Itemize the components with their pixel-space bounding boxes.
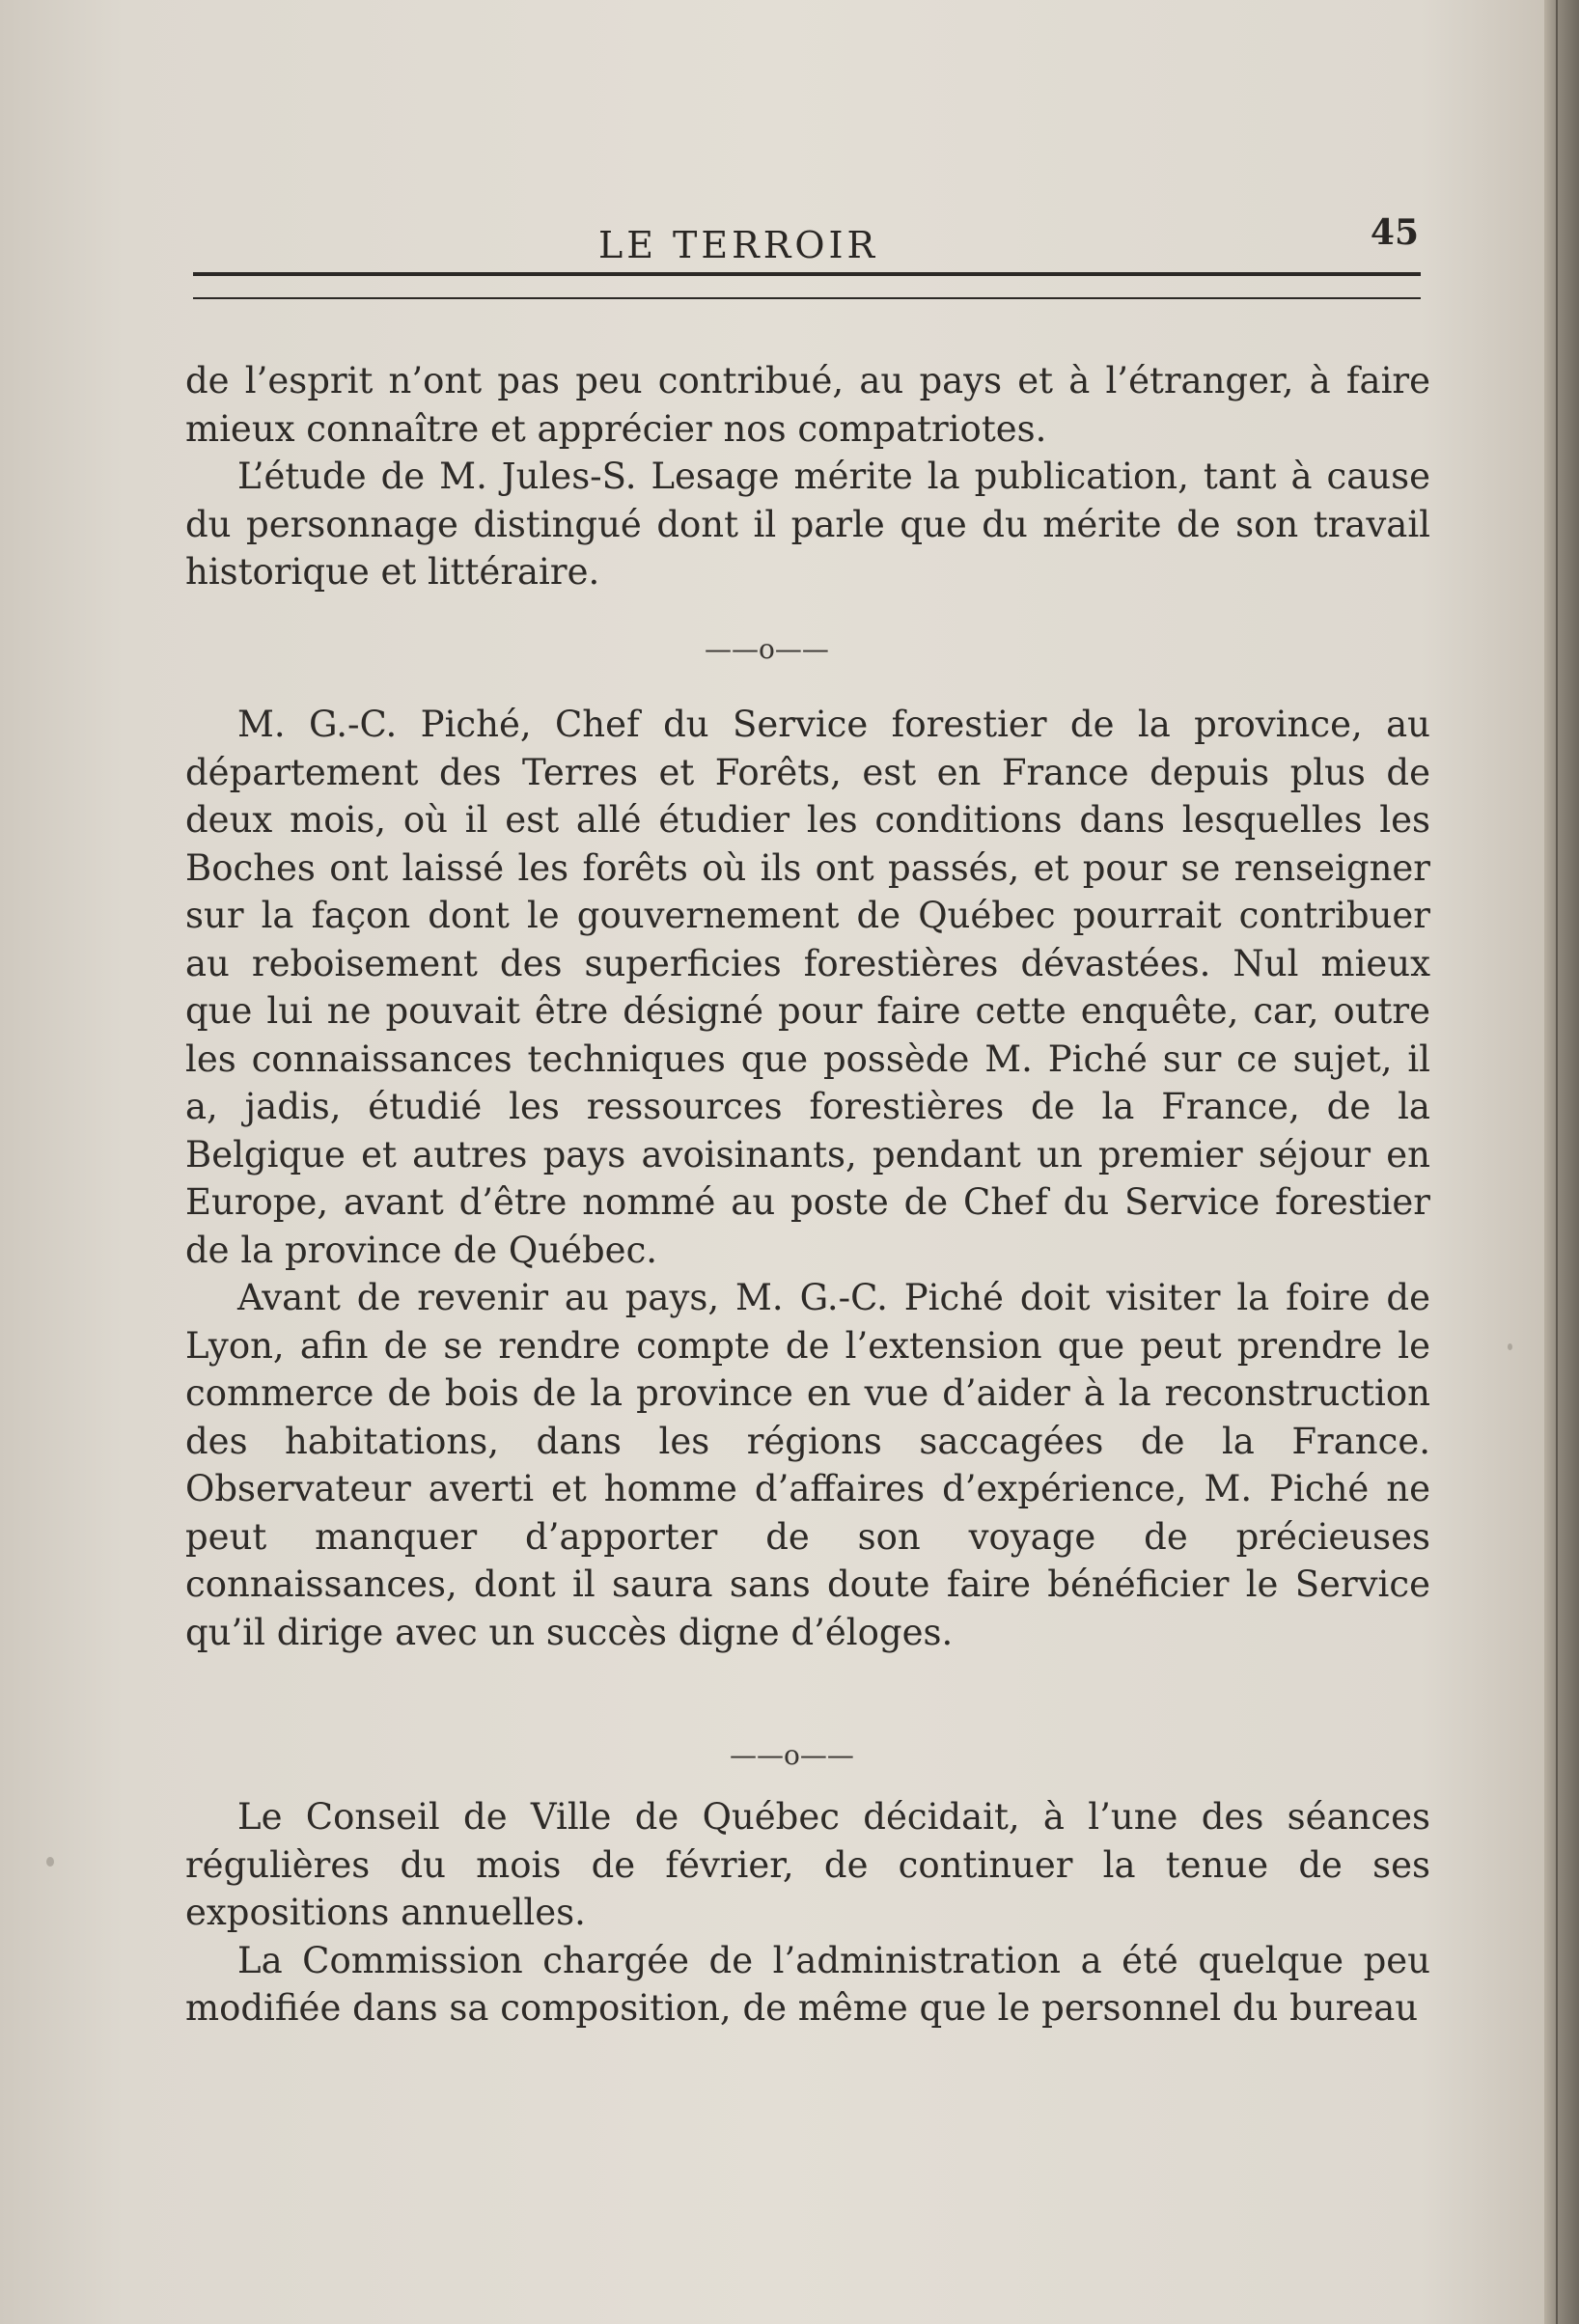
- paragraph-piche-lyon: Avant de revenir au pays, M. G.-C. Piché doit visiter la foire de Lyon, afin de se rendre compte de l’extension que peut prendre le commerce de bois de la province en vue d’aider à la reconstruction des habitations, dans les régions saccagées de la France. Observateur averti et homme d’affaires d’expérience, M. Piché ne peut manquer d’apporter de son voyage de précieuses connaissances, dont il saura sans doute faire bénéficier le Service qu’il dirige avec un succès digne d’éloges.: [185, 1277, 1430, 1653]
- section-lesage: [185, 357, 1430, 596]
- paragraph-lesage: L’étude de M. Jules-S. Lesage mérite la publication, tant à cause du personnage distingué dont il parle que du mérite de son travail historique et littéraire.: [185, 456, 1430, 593]
- page-header: [193, 212, 1419, 270]
- page-number: 45: [1370, 212, 1419, 253]
- paragraph-commission: La Commission chargée de l’administration a été quelque peu modifiée dans sa composition, de même que le personnel du bureau: [185, 1939, 1430, 2029]
- paper-spot: [1508, 1343, 1512, 1350]
- section-piche: [185, 701, 1430, 1656]
- section-separator: ——o——: [730, 1739, 854, 1771]
- paragraph-piche-mission: M. G.-C. Piché, Chef du Service forestier de la province, au département des Terres et Forêts, est en France depuis plus de deux mois, où il est allé étudier les conditions dans lesquelles les Boches ont laissé les forêts où ils ont passés, et pour se renseigner sur la façon dont le gouvernement de Québec pourrait contribuer au reboisement des superficies forestières dévastées. Nul mieux que lui ne pouvait être désigné pour faire cette enquête, car, outre les connaissances techniques que possède M. Piché sur ce sujet, il a, jadis, étudié les ressources forestières de la France, de la Belgique et autres pays avoisinants, pendant un premier séjour en Europe, avant d’être nommé au poste de Chef du Service forestier de la province de Québec.: [185, 704, 1430, 1271]
- header-rule-thin: [193, 297, 1421, 299]
- paragraph-conseil: Le Conseil de Ville de Québec décidait, à l’une des séances régulières du mois de février, de continuer la tenue de ses expositions annuelles.: [185, 1796, 1430, 1933]
- paper-spot: [46, 1857, 54, 1867]
- page-edge-shadow: [1544, 0, 1579, 2324]
- running-title: LE TERROIR: [598, 224, 879, 266]
- header-rule-thick: [193, 272, 1421, 276]
- section-conseil: [185, 1793, 1430, 2033]
- section-separator: ——o——: [705, 633, 829, 665]
- binding-edge-line: [1556, 0, 1558, 2324]
- paragraph-continued: de l’esprit n’ont pas peu contribué, au pays et à l’étranger, à faire mieux connaître et apprécier nos compatriotes.: [185, 360, 1430, 450]
